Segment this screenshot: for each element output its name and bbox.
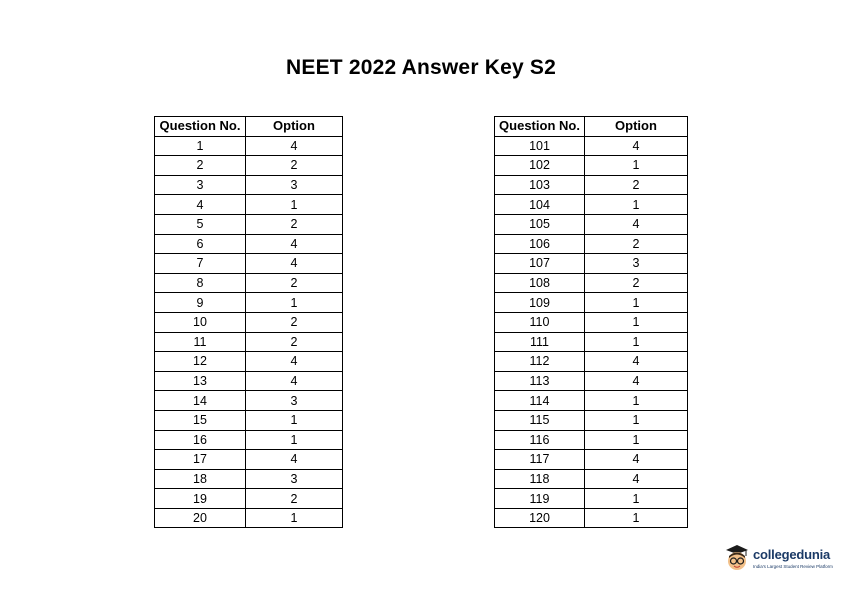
table-row <box>155 430 343 450</box>
option-cell: 1 <box>585 391 688 411</box>
option-cell: 1 <box>585 410 688 430</box>
question-number-cell: 3 <box>155 175 246 195</box>
table-row <box>495 469 688 489</box>
question-number-cell: 116 <box>495 430 585 450</box>
question-number-cell: 13 <box>155 371 246 391</box>
table-row <box>495 410 688 430</box>
table-row <box>155 254 343 274</box>
option-cell: 1 <box>246 293 343 313</box>
question-number-cell: 114 <box>495 391 585 411</box>
option-cell: 2 <box>585 175 688 195</box>
table-row <box>495 293 688 313</box>
option-cell: 4 <box>585 352 688 372</box>
question-number-cell: 117 <box>495 450 585 470</box>
option-cell: 1 <box>585 430 688 450</box>
table-row <box>495 489 688 509</box>
page-title: NEET 2022 Answer Key S2 <box>286 56 556 79</box>
option-cell: 3 <box>246 469 343 489</box>
question-number-cell: 119 <box>495 489 585 509</box>
question-number-cell: 16 <box>155 430 246 450</box>
column-header-option: Option <box>246 117 343 137</box>
question-number-cell: 17 <box>155 450 246 470</box>
table-row <box>155 371 343 391</box>
option-cell: 3 <box>246 391 343 411</box>
option-cell: 4 <box>246 254 343 274</box>
table-row <box>495 371 688 391</box>
logo-tagline: India's Largest Student Review Platform <box>753 564 833 569</box>
option-cell: 4 <box>246 352 343 372</box>
table-row <box>495 430 688 450</box>
table-row <box>495 450 688 470</box>
option-cell: 1 <box>585 332 688 352</box>
question-number-cell: 12 <box>155 352 246 372</box>
question-number-cell: 9 <box>155 293 246 313</box>
table-row <box>495 312 688 332</box>
question-number-cell: 106 <box>495 234 585 254</box>
table-row <box>495 175 688 195</box>
table-row <box>495 254 688 274</box>
collegedunia-logo <box>720 541 840 581</box>
option-cell: 2 <box>246 312 343 332</box>
column-header-option: Option <box>585 117 688 137</box>
question-number-cell: 8 <box>155 273 246 293</box>
option-cell: 1 <box>246 508 343 528</box>
table-row <box>155 352 343 372</box>
option-cell: 1 <box>246 410 343 430</box>
option-cell: 4 <box>246 136 343 156</box>
table-row <box>155 136 343 156</box>
table-row <box>155 195 343 215</box>
graduate-mascot-icon <box>724 543 750 573</box>
question-number-cell: 112 <box>495 352 585 372</box>
option-cell: 4 <box>585 371 688 391</box>
option-cell: 4 <box>246 450 343 470</box>
question-number-cell: 20 <box>155 508 246 528</box>
table-row <box>495 391 688 411</box>
question-number-cell: 111 <box>495 332 585 352</box>
question-number-cell: 11 <box>155 332 246 352</box>
option-cell: 1 <box>585 293 688 313</box>
question-number-cell: 10 <box>155 312 246 332</box>
column-header-question: Question No. <box>155 117 246 137</box>
question-number-cell: 4 <box>155 195 246 215</box>
option-cell: 4 <box>246 371 343 391</box>
table-row <box>155 450 343 470</box>
question-number-cell: 110 <box>495 312 585 332</box>
question-number-cell: 5 <box>155 214 246 234</box>
option-cell: 4 <box>585 469 688 489</box>
question-number-cell: 103 <box>495 175 585 195</box>
question-number-cell: 15 <box>155 410 246 430</box>
table-row <box>495 508 688 528</box>
question-number-cell: 101 <box>495 136 585 156</box>
table-row <box>495 195 688 215</box>
table-row <box>155 175 343 195</box>
question-number-cell: 6 <box>155 234 246 254</box>
option-cell: 2 <box>246 214 343 234</box>
option-cell: 4 <box>246 234 343 254</box>
table-row <box>155 293 343 313</box>
question-number-cell: 1 <box>155 136 246 156</box>
question-number-cell: 7 <box>155 254 246 274</box>
table-row <box>155 508 343 528</box>
option-cell: 2 <box>585 273 688 293</box>
option-cell: 1 <box>246 195 343 215</box>
answer-key-table-left <box>154 116 343 528</box>
table-row <box>155 214 343 234</box>
table-row <box>155 156 343 176</box>
table-row <box>155 234 343 254</box>
question-number-cell: 14 <box>155 391 246 411</box>
question-number-cell: 108 <box>495 273 585 293</box>
question-number-cell: 109 <box>495 293 585 313</box>
question-number-cell: 115 <box>495 410 585 430</box>
option-cell: 1 <box>585 312 688 332</box>
option-cell: 4 <box>585 214 688 234</box>
question-number-cell: 18 <box>155 469 246 489</box>
table-row <box>495 352 688 372</box>
option-cell: 3 <box>246 175 343 195</box>
option-cell: 2 <box>246 156 343 176</box>
table-header-row <box>155 117 343 137</box>
question-number-cell: 104 <box>495 195 585 215</box>
table-row <box>495 332 688 352</box>
question-number-cell: 107 <box>495 254 585 274</box>
option-cell: 3 <box>585 254 688 274</box>
option-cell: 4 <box>585 450 688 470</box>
logo-brand-text: collegedunia <box>753 547 831 562</box>
option-cell: 2 <box>246 332 343 352</box>
table-row <box>155 469 343 489</box>
option-cell: 1 <box>585 489 688 509</box>
table-header-row <box>495 117 688 137</box>
answer-key-table-right <box>494 116 688 528</box>
option-cell: 1 <box>246 430 343 450</box>
question-number-cell: 118 <box>495 469 585 489</box>
table-row <box>495 214 688 234</box>
option-cell: 1 <box>585 195 688 215</box>
question-number-cell: 19 <box>155 489 246 509</box>
question-number-cell: 102 <box>495 156 585 176</box>
option-cell: 1 <box>585 508 688 528</box>
option-cell: 2 <box>246 489 343 509</box>
question-number-cell: 113 <box>495 371 585 391</box>
table-row <box>155 332 343 352</box>
question-number-cell: 120 <box>495 508 585 528</box>
table-row <box>495 273 688 293</box>
option-cell: 4 <box>585 136 688 156</box>
table-row <box>155 410 343 430</box>
table-row <box>495 234 688 254</box>
table-row <box>155 391 343 411</box>
column-header-question: Question No. <box>495 117 585 137</box>
table-row <box>495 156 688 176</box>
option-cell: 2 <box>585 234 688 254</box>
option-cell: 2 <box>246 273 343 293</box>
table-row <box>495 136 688 156</box>
table-row <box>155 489 343 509</box>
option-cell: 1 <box>585 156 688 176</box>
question-number-cell: 105 <box>495 214 585 234</box>
question-number-cell: 2 <box>155 156 246 176</box>
table-row <box>155 312 343 332</box>
table-row <box>155 273 343 293</box>
